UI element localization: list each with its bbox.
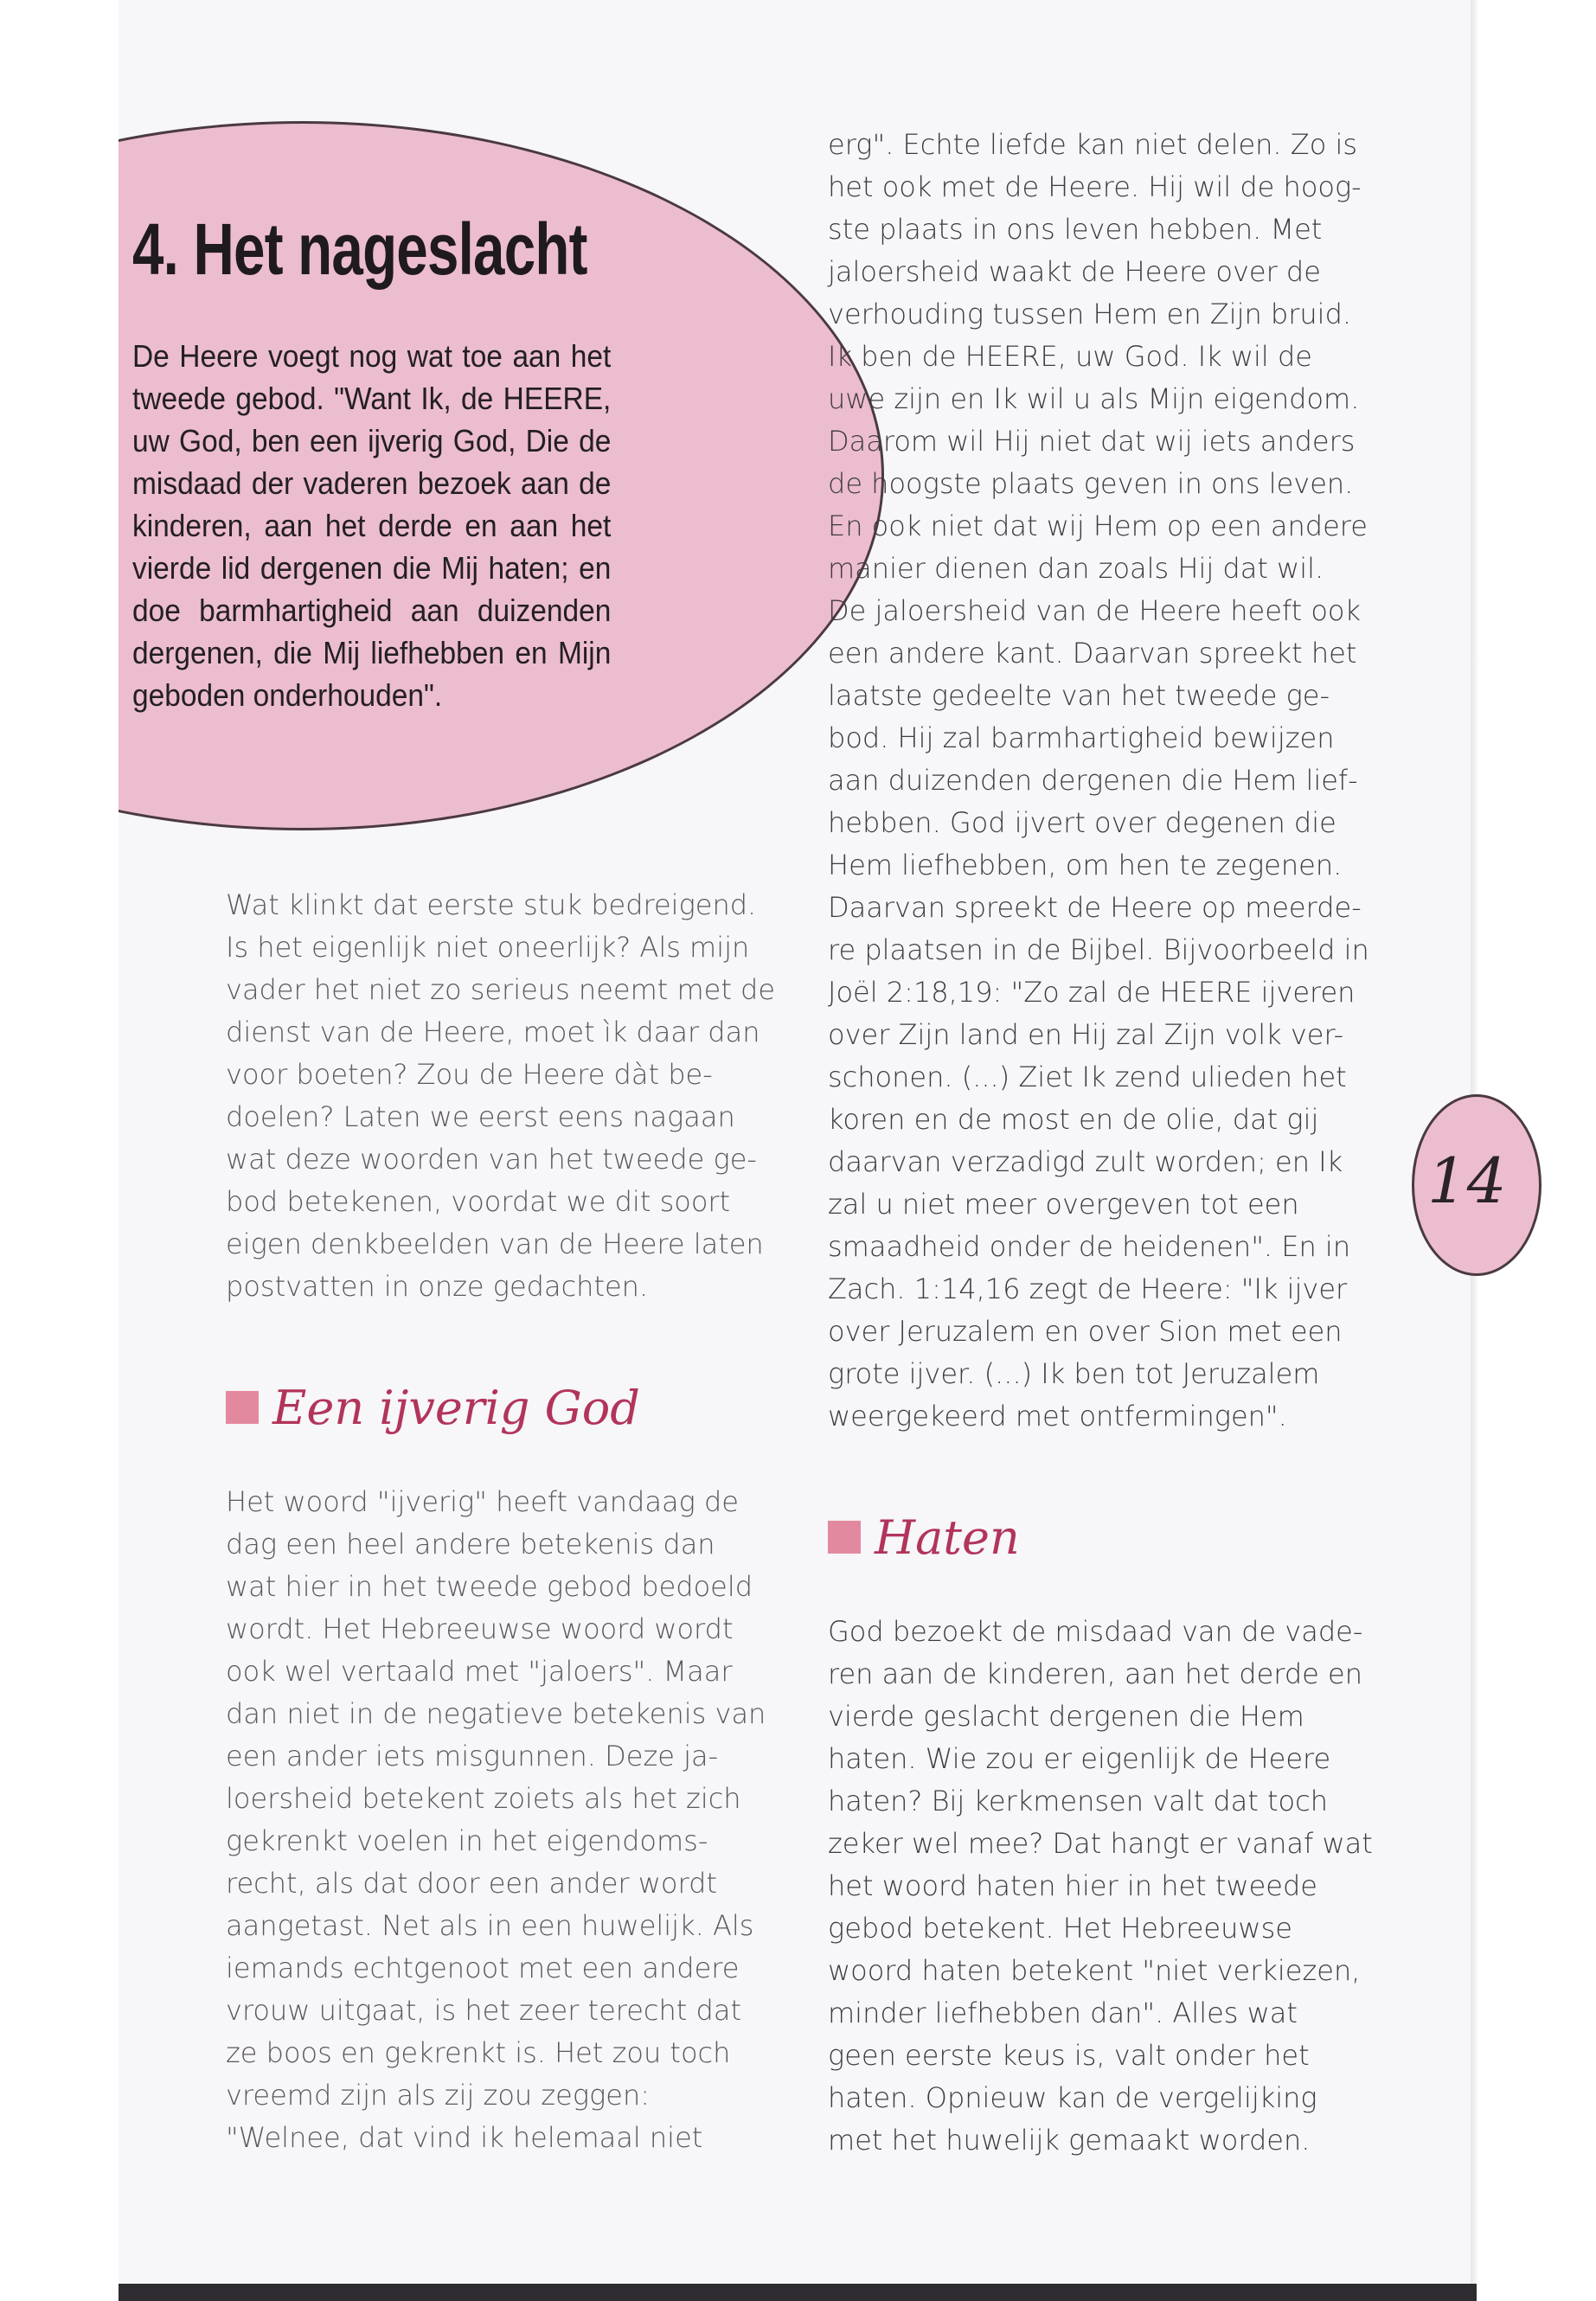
right-paragraph-2: God bezoekt de misdaad van de vade- ren aan de kinderen, aan het derde en vierde geslacht dergenen die Hem haten. Wie zou er eigenlijk de Heere haten? Bij kerkmensen valt dat toch zeker wel mee? Dat hangt er vanaf wat het woord haten hier in het tweede gebod betekent. Het Hebreeuwse woord haten betekent "niet verkiezen, minder liefhebben dan". Alles wat geen eerste keus is, valt onder het haten. Opnieuw kan de vergelijking met het huwelijk gemaakt worden. xyxy=(828,1615,1373,2157)
right-column xyxy=(828,124,1381,2162)
subheading-text: Een ijverig God xyxy=(272,1380,640,1435)
pink-square-bullet-icon xyxy=(828,1521,861,1554)
book-page xyxy=(119,0,1477,2284)
left-paragraph-2: Het woord "ijverig" heeft vandaag de dag een heel andere betekenis dan wat hier in het tweede gebod bedoeld wordt. Het Hebreeuwse woord wordt ook wel vertaald met "jaloers". Maar dan niet in de negatieve betekenis van een ander iets misgunnen. Deze ja- loersheid betekent zoiets als het zich gekrenkt voelen in het eigendoms- recht, als dat door een ander wordt aangetast. Net als in een huwelijk. Als iemands echtgenoot met een andere vrouw uitgaat, is het zeer terecht dat ze boos en gekrenkt is. Het zou toch vreemd zijn als zij zou zeggen: "Welnee, dat vind ik helemaal niet xyxy=(226,1485,766,2154)
right-paragraph-1: erg". Echte liefde kan niet delen. Zo is het ook met de Heere. Hij wil de hoog- ste plaats in ons leven hebben. Met jaloersheid waakt de Heere over de verhouding tussen Hem en Zijn bruid. Ik ben de HEERE, uw God. Ik wil de uwe zijn en Ik wil u als Mijn eigendom. Daarom wil Hij niet dat wij iets anders de hoogste plaats geven in ons leven. En ook niet dat wij Hem op een andere manier dienen dan zoals Hij dat wil. De jaloersheid van de Heere heeft ook een andere kant. Daarvan spreekt het laatste gedeelte van het tweede ge- bod. Hij zal barmhartigheid bewijzen aan duizenden dergenen die Hem lief- hebben. God ijvert over degenen die Hem liefhebben, om hen te zegenen. Daarvan spreekt de Heere op meerde- re plaatsen in de Bijbel. Bijvoorbeeld in Joël 2:18,19: "Zo zal de HEERE ijveren over Zijn land en Hij zal Zijn volk ver- schonen. (...) Ziet Ik zend ulieden het koren en de most en de olie, dat gij daarvan verzadigd zult worden; en Ik zal u niet meer overgeven tot een smaadheid onder de heidenen". En in Zach. 1:14,16 zegt de Heere: "Ik ijver over Jeruzalem en over Sion met een grote ijver. (...) Ik ben tot Jeruzalem weergekeerd met ontfermingen". xyxy=(828,128,1369,1433)
left-column xyxy=(226,884,779,2159)
page-number: 14 xyxy=(1427,1144,1507,1217)
bottom-edge-strip xyxy=(119,2284,1477,2301)
pink-square-bullet-icon xyxy=(226,1391,259,1424)
subheading-haten xyxy=(828,1490,1381,1585)
chapter-title: 4. Het nageslacht xyxy=(132,208,587,290)
left-paragraph-1: Wat klinkt dat eerste stuk bedreigend. Is het eigenlijk niet oneerlijk? Als mijn vader het niet zo serieus neemt met de dienst van de Heere, moet ìk daar dan voor boeten? Zou de Heere dàt be- doelen? Laten we eerst eens nagaan wat deze woorden van het tweede ge- bod betekenen, voordat we dit soort eigen denkbeelden van de Heere laten postvatten in onze gedachten. xyxy=(226,888,776,1303)
subheading-een-ijverig-god xyxy=(226,1360,779,1455)
subheading-text: Haten xyxy=(875,1509,1020,1565)
chapter-intro: De Heere voegt nog wat toe aan het tweede gebod. "Want Ik, de HEERE, uw God, ben een ijverig God, Die de misdaad der vaderen bezoek aan de kinderen, aan het derde en aan het vierde lid dergenen die Mij haten; en doe barmhartigheid aan duizenden dergenen, die Mij liefhebben en Mijn geboden onderhouden". xyxy=(132,338,612,713)
